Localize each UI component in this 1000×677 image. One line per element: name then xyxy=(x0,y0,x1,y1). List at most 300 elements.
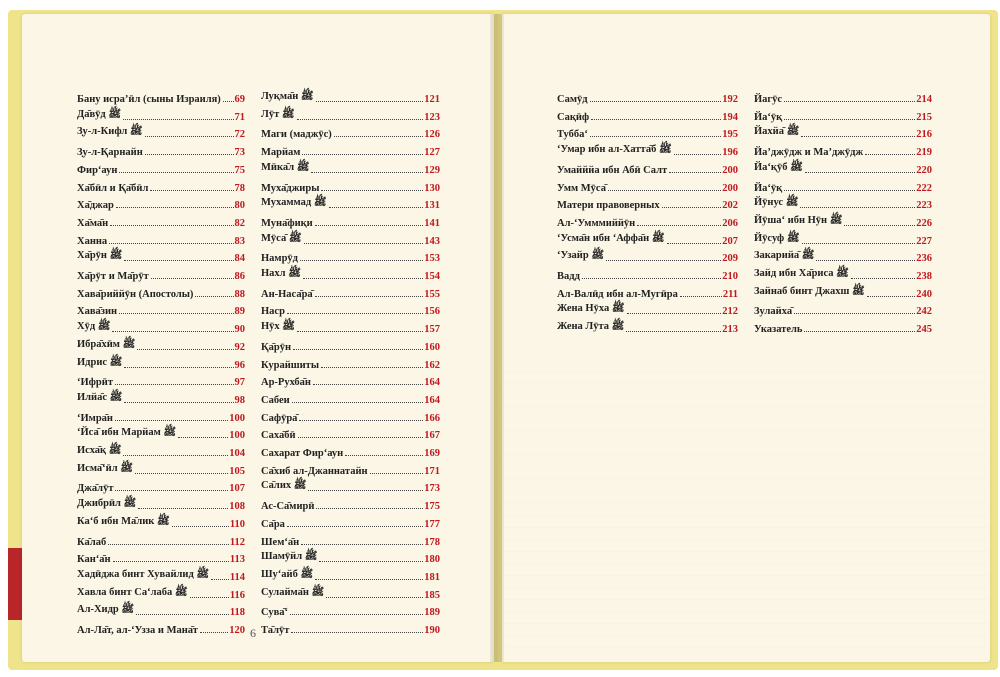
toc-entry xyxy=(77,162,245,176)
toc-entry-page: 200 xyxy=(722,164,738,176)
toc-entry-page: 178 xyxy=(424,536,440,548)
toc-entry-page: 73 xyxy=(234,147,245,159)
toc-entry-title: Ха̄рӯн ﷺ xyxy=(77,250,123,262)
toc-entry-title: Мӣка̄л ﷺ xyxy=(261,161,310,173)
toc-entry xyxy=(261,268,440,282)
dot-leader xyxy=(123,119,233,120)
toc-entry-page: 195 xyxy=(722,129,738,141)
toc-entry-page: 175 xyxy=(424,501,440,513)
toc-entry-title: Жена Нӯха ﷺ xyxy=(557,303,625,315)
toc-entry-title: Хава̄зин xyxy=(77,306,118,318)
toc-entry-page: 105 xyxy=(229,465,245,477)
dot-leader xyxy=(680,296,722,297)
toc-entry-page: 215 xyxy=(916,111,932,123)
toc-entry xyxy=(261,215,440,229)
toc-entry-title: ‘Усма̄н ибн ‘Аффа̄н ﷺ xyxy=(557,232,665,244)
toc-entry-title: ‘Имра̄н xyxy=(77,412,113,424)
toc-entry-title: Са̄ра xyxy=(261,518,285,530)
toc-entry-page: 110 xyxy=(229,518,245,530)
toc-entry xyxy=(261,126,440,140)
toc-entry xyxy=(261,569,440,583)
dot-leader xyxy=(151,278,234,279)
dot-leader xyxy=(844,225,915,226)
toc-entry xyxy=(77,126,245,140)
toc-entry xyxy=(77,622,245,636)
dot-leader xyxy=(298,437,424,438)
toc-entry xyxy=(754,144,932,158)
toc-entry-title: Хава̄риййӯн (Апостолы) xyxy=(77,288,194,300)
toc-entry-title: Йӯнус ﷺ xyxy=(754,197,799,209)
dot-leader xyxy=(851,278,915,279)
toc-entry xyxy=(261,392,440,406)
toc-entry xyxy=(77,480,245,494)
toc-entry xyxy=(261,109,440,123)
toc-entry-title: Муха̄джиры xyxy=(261,182,320,194)
dot-leader xyxy=(329,207,424,208)
toc-entry-title: Кан‘а̄н xyxy=(77,554,111,566)
toc-entry-title: Йагӯс xyxy=(754,94,783,105)
toc-entry xyxy=(261,180,440,194)
toc-entry-title: Наср xyxy=(261,306,285,318)
toc-entry xyxy=(557,144,738,158)
toc-entry-title: ‘Узайр ﷺ xyxy=(557,250,605,262)
toc-entry xyxy=(261,303,440,317)
dot-leader xyxy=(802,243,916,244)
toc-entry xyxy=(557,180,738,194)
toc-entry-page: 107 xyxy=(229,483,245,495)
toc-entry-page: 114 xyxy=(229,571,245,583)
toc-entry-page: 100 xyxy=(229,412,245,424)
toc-entry xyxy=(261,551,440,565)
toc-entry xyxy=(754,162,932,176)
toc-entry-title: Джибрӣл ﷺ xyxy=(77,498,137,510)
toc-entry-title: Тубба‘ xyxy=(557,129,588,141)
toc-entry-page: 166 xyxy=(424,412,440,424)
toc-entry xyxy=(77,516,245,530)
toc-entry-page: 82 xyxy=(234,217,245,229)
toc-entry xyxy=(261,427,440,441)
toc-entry-page: 160 xyxy=(424,341,440,353)
toc-entry-page: 181 xyxy=(424,571,440,583)
toc-entry-title: Сафӯра̄ xyxy=(261,412,298,424)
dot-leader xyxy=(287,313,423,314)
toc-entry-title: Йа‘ӯқ xyxy=(754,111,783,123)
toc-entry-page: 238 xyxy=(916,271,932,282)
toc-entry-title: Сабеи xyxy=(261,394,290,406)
toc-entry-title: Да̄вӯд ﷺ xyxy=(77,108,122,120)
toc-entry xyxy=(77,374,245,388)
toc-entry xyxy=(261,233,440,247)
toc-entry xyxy=(557,162,738,176)
dot-leader xyxy=(112,331,233,332)
toc-entry-page: 69 xyxy=(234,94,245,105)
toc-entry xyxy=(77,286,245,300)
dot-leader xyxy=(816,260,915,261)
toc-entry-title: Умм Мӯса̄ xyxy=(557,182,606,194)
toc-entry-title: Намрӯд xyxy=(261,253,298,265)
dot-leader xyxy=(626,331,721,332)
toc-entry-title: Бану исра’ӣл (сыны Израиля) xyxy=(77,94,221,105)
toc-entry-page: 222 xyxy=(916,182,932,194)
toc-entry-title: Ан-Наса̄ра̄ xyxy=(261,288,313,300)
dot-leader xyxy=(115,490,228,491)
toc-entry-page: 180 xyxy=(424,554,440,566)
toc-entry xyxy=(77,427,245,441)
toc-entry-title: Ха̄бӣл и Қа̄бӣл xyxy=(77,182,149,194)
toc-entry xyxy=(261,321,440,335)
toc-entry-title: З̣у-л-Қарнайн xyxy=(77,147,143,159)
toc-entry-title: Саха̄бӣ xyxy=(261,430,296,442)
dot-leader xyxy=(124,402,233,403)
toc-entry-page: 216 xyxy=(916,129,932,141)
dot-leader xyxy=(109,243,233,244)
dot-leader xyxy=(308,490,423,491)
toc-entry-title: Ар-Рухба̄н xyxy=(261,377,311,389)
toc-entry-title: Исма̄‘ӣл ﷺ xyxy=(77,462,133,474)
toc-entry-title: Ка̄лаб xyxy=(77,536,107,548)
toc-entry xyxy=(754,91,932,105)
dot-leader xyxy=(304,243,424,244)
dot-leader xyxy=(299,420,423,421)
toc-entry-title: Шем‘а̄н xyxy=(261,536,300,548)
dot-leader xyxy=(804,331,915,332)
toc-entry-page: 171 xyxy=(424,465,440,477)
dot-leader xyxy=(145,136,234,137)
toc-entry-title: З̣у-л-Кифл ﷺ xyxy=(77,126,143,138)
dot-leader xyxy=(115,420,228,421)
dot-leader xyxy=(293,349,423,350)
toc-entry-page: 164 xyxy=(424,394,440,406)
toc-entry-page: 143 xyxy=(424,235,440,247)
toc-entry-title: Сақӣф xyxy=(557,111,590,123)
toc-entry-page: 192 xyxy=(722,94,738,105)
toc-entry xyxy=(754,250,932,264)
toc-entry xyxy=(77,215,245,229)
dot-leader xyxy=(291,632,423,633)
toc-entry-page: 157 xyxy=(424,324,440,336)
toc-entry-title: Матери правоверных xyxy=(557,200,660,212)
dot-leader xyxy=(115,384,234,385)
toc-entry-title: Мухаммад ﷺ xyxy=(261,197,327,209)
toc-entry-title: Ха̄рӯт и Ма̄рӯт xyxy=(77,271,149,282)
dot-leader xyxy=(865,154,915,155)
dot-leader xyxy=(123,455,228,456)
dot-leader xyxy=(370,473,424,474)
toc-entry-page: 173 xyxy=(424,483,440,495)
dot-leader xyxy=(292,402,424,403)
dot-leader xyxy=(662,207,722,208)
toc-entry-page: 219 xyxy=(916,147,932,159)
dot-leader xyxy=(200,632,228,633)
dot-leader xyxy=(297,331,423,332)
toc-entry xyxy=(261,480,440,494)
toc-entry-title: Идрис ﷺ xyxy=(77,356,123,368)
toc-entry xyxy=(77,268,245,282)
toc-entry-title: Умайййа ибн Абӣ Салт xyxy=(557,164,668,176)
toc-entry-title: Муна̄фиқи xyxy=(261,217,313,229)
dot-leader xyxy=(113,561,229,562)
toc-entry xyxy=(77,392,245,406)
toc-entry-page: 112 xyxy=(229,536,245,548)
dot-leader xyxy=(145,154,234,155)
toc-entry-title: Марйам xyxy=(261,147,301,159)
toc-entry-page: 190 xyxy=(424,625,440,636)
toc-entry xyxy=(261,339,440,353)
toc-entry-title: Йӯсуф ﷺ xyxy=(754,232,800,244)
toc-entry-title: Ал-Ла̄т, ал-‘Узза и Мана̄т xyxy=(77,625,198,636)
toc-entry-page: 236 xyxy=(916,253,932,265)
toc-entry xyxy=(261,516,440,530)
toc-entry-page: 116 xyxy=(229,589,245,601)
toc-entry-title: Ас-Са̄мирӣ xyxy=(261,501,315,513)
toc-entry-page: 113 xyxy=(229,554,245,566)
toc-entry-title: Ал-Хидр ﷺ xyxy=(77,604,135,616)
toc-entry-page: 71 xyxy=(234,111,245,123)
toc-entry xyxy=(77,233,245,247)
toc-entry-page: 100 xyxy=(229,430,245,442)
toc-entry-page: 89 xyxy=(234,306,245,318)
toc-entry-page: 162 xyxy=(424,359,440,371)
toc-entry-page: 213 xyxy=(722,324,738,336)
toc-entry-page: 240 xyxy=(916,288,932,300)
dot-leader xyxy=(119,172,233,173)
toc-entry xyxy=(557,233,738,247)
dot-leader xyxy=(801,136,915,137)
toc-entry xyxy=(557,250,738,264)
toc-entry-page: 156 xyxy=(424,306,440,318)
toc-entry xyxy=(77,587,245,601)
toc-entry xyxy=(261,374,440,388)
toc-entry-title: Мӯса̄ ﷺ xyxy=(261,232,302,244)
dot-leader xyxy=(334,136,423,137)
toc-entry xyxy=(557,109,738,123)
toc-entry-page: 120 xyxy=(229,625,245,636)
toc-entry xyxy=(754,126,932,140)
dot-leader xyxy=(784,119,915,120)
dot-leader xyxy=(805,172,915,173)
dot-leader xyxy=(669,172,721,173)
toc-entry xyxy=(77,303,245,317)
toc-entry-title: Са̄лих ﷺ xyxy=(261,480,307,492)
toc-entry-title: Ха̄джар xyxy=(77,200,114,212)
toc-entry-page: 118 xyxy=(229,607,245,619)
toc-entry xyxy=(261,498,440,512)
toc-entry-page: 127 xyxy=(424,147,440,159)
dot-leader xyxy=(297,119,424,120)
toc-entry-title: Маги (маджӯс) xyxy=(261,129,332,141)
toc-entry-page: 72 xyxy=(234,129,245,141)
toc-entry xyxy=(754,215,932,229)
dot-leader xyxy=(637,225,721,226)
toc-entry-page: 210 xyxy=(722,271,738,282)
toc-entry-page: 154 xyxy=(424,271,440,282)
toc-entry xyxy=(77,410,245,424)
toc-entry-page: 212 xyxy=(722,306,738,318)
toc-entry xyxy=(754,268,932,282)
toc-entry-title: Вадд xyxy=(557,271,580,282)
toc-entry xyxy=(261,286,440,300)
dot-leader xyxy=(135,473,228,474)
dot-leader xyxy=(303,278,423,279)
dot-leader xyxy=(315,579,423,580)
toc-entry-title: Зулайха̄ xyxy=(754,306,793,318)
toc-entry xyxy=(261,463,440,477)
dot-leader xyxy=(591,119,721,120)
toc-entry xyxy=(557,215,738,229)
toc-entry xyxy=(77,197,245,211)
dot-leader xyxy=(195,296,233,297)
toc-entry xyxy=(261,622,440,636)
toc-entry-page: 155 xyxy=(424,288,440,300)
toc-entry-page: 226 xyxy=(916,217,932,229)
toc-entry-page: 92 xyxy=(234,341,245,353)
toc-entry-title: Илйа̄с ﷺ xyxy=(77,391,123,403)
toc-entry-page: 202 xyxy=(722,200,738,212)
toc-entry-page: 245 xyxy=(916,324,932,336)
toc-entry xyxy=(557,286,738,300)
toc-entry-page: 209 xyxy=(722,253,738,265)
dot-leader xyxy=(316,508,423,509)
toc-entry xyxy=(261,357,440,371)
dot-leader xyxy=(606,260,721,261)
toc-entry-page: 211 xyxy=(722,288,738,300)
dot-leader xyxy=(627,313,722,314)
dot-leader xyxy=(301,544,423,545)
toc-entry-title: Сува̄‘ xyxy=(261,607,288,619)
toc-entry-title: Жена Лӯта ﷺ xyxy=(557,321,625,333)
toc-entry-title: Зайд ибн Ха̄риса ﷺ xyxy=(754,268,849,279)
toc-entry-page: 242 xyxy=(916,306,932,318)
toc-entry-title: Луқма̄н ﷺ xyxy=(261,91,314,102)
toc-entry-title: Йахйа̄ ﷺ xyxy=(754,126,800,138)
toc-entry-title: Сахарат Фир‘аун xyxy=(261,448,344,459)
dot-leader xyxy=(316,101,424,102)
toc-entry-page: 104 xyxy=(229,448,245,459)
dot-leader xyxy=(313,384,423,385)
dot-leader xyxy=(190,597,229,598)
toc-entry-page: 88 xyxy=(234,288,245,300)
toc-entry-title: Фир‘аун xyxy=(77,164,118,176)
toc-entry xyxy=(261,410,440,424)
toc-entry-page: 131 xyxy=(424,200,440,212)
dot-leader xyxy=(590,101,722,102)
toc-entry-page: 98 xyxy=(234,394,245,406)
toc-entry-title: Хӯд ﷺ xyxy=(77,321,111,333)
toc-entry-title: Исха̄қ ﷺ xyxy=(77,445,122,456)
toc-entry xyxy=(557,197,738,211)
toc-entry-page: 189 xyxy=(424,607,440,619)
toc-entry-page: 90 xyxy=(234,324,245,336)
toc-entry-page: 121 xyxy=(424,94,440,105)
toc-entry xyxy=(77,180,245,194)
dot-leader xyxy=(223,101,234,102)
dot-leader xyxy=(110,225,233,226)
toc-entry-title: ‘Умар ибн ал-Хатта̄б ﷺ xyxy=(557,144,672,156)
toc-entry xyxy=(261,534,440,548)
toc-entry-page: 200 xyxy=(722,182,738,194)
toc-entry-title: Закарийа̄ ﷺ xyxy=(754,250,815,262)
toc-entry-page: 83 xyxy=(234,235,245,247)
dot-leader xyxy=(311,172,423,173)
dot-leader xyxy=(319,561,423,562)
dot-leader xyxy=(300,260,423,261)
toc-entry-page: 167 xyxy=(424,430,440,442)
toc-entry-title: Нахл ﷺ xyxy=(261,268,301,279)
toc-entry-title: ‘Ифрӣт xyxy=(77,377,113,389)
dot-leader xyxy=(784,101,915,102)
toc-entry xyxy=(754,197,932,211)
toc-entry-title: Ал-Валӣд ибн ал-Мугӣра xyxy=(557,288,678,300)
toc-entry-title: Қа̄рӯн xyxy=(261,341,292,353)
toc-entry xyxy=(261,250,440,264)
toc-entry-title: Ха̄ма̄н xyxy=(77,217,109,229)
toc-entry xyxy=(261,91,440,105)
toc-entry-title: Шу‘айб ﷺ xyxy=(261,568,314,580)
page-number: 6 xyxy=(250,626,256,640)
toc-entry-title: Лӯт ﷺ xyxy=(261,108,295,120)
dot-leader xyxy=(794,313,915,314)
bookmark-ribbon xyxy=(8,548,22,620)
toc-entry-page: 194 xyxy=(722,111,738,123)
toc-entry xyxy=(261,162,440,176)
toc-entry-title: Ал-‘Умммиййӯн xyxy=(557,217,636,229)
toc-entry-title: Йӯша‘ ибн Нӯн ﷺ xyxy=(754,214,843,226)
dot-leader xyxy=(315,296,424,297)
dot-leader xyxy=(108,544,229,545)
toc-entry-title: Та̄лӯт xyxy=(261,625,290,636)
dot-leader xyxy=(287,526,423,527)
dot-leader xyxy=(138,508,228,509)
toc-entry xyxy=(261,144,440,158)
toc-entry xyxy=(557,321,738,335)
toc-entry-page: 220 xyxy=(916,164,932,176)
toc-entry xyxy=(77,534,245,548)
toc-entry-page: 75 xyxy=(234,164,245,176)
toc-entry xyxy=(754,109,932,123)
toc-entry-title: Курайшиты xyxy=(261,359,320,371)
toc-entry-title: Ибра̄хӣм ﷺ xyxy=(77,338,136,350)
page-gloss xyxy=(502,360,990,660)
dot-leader xyxy=(178,437,228,438)
dot-leader xyxy=(119,313,233,314)
toc-entry xyxy=(557,126,738,140)
toc-entry xyxy=(77,463,245,477)
toc-entry xyxy=(77,321,245,335)
toc-entry-title: Хавла бинт Са‘лаба ﷺ xyxy=(77,586,188,598)
dot-leader xyxy=(172,526,229,527)
toc-entry-page: 223 xyxy=(916,200,932,212)
dot-leader xyxy=(137,349,233,350)
toc-entry-title: ‘Йса̄ ибн Марйам ﷺ xyxy=(77,427,177,439)
toc-entry-title: Шамӯйл ﷺ xyxy=(261,551,318,563)
toc-entry-page: 207 xyxy=(722,235,738,247)
toc-entry xyxy=(557,303,738,317)
toc-entry-title: Йа‘қӯб ﷺ xyxy=(754,161,803,173)
toc-entry-page: 169 xyxy=(424,448,440,459)
toc-entry-page: 206 xyxy=(722,217,738,229)
toc-entry-page: 96 xyxy=(234,359,245,371)
toc-entry-page: 108 xyxy=(229,501,245,513)
toc-entry-title: Йа’джӯдж и Ма’джӯдж xyxy=(754,147,864,159)
toc-entry xyxy=(77,445,245,459)
toc-entry-page: 164 xyxy=(424,377,440,389)
dot-leader xyxy=(116,207,234,208)
dot-leader xyxy=(150,190,233,191)
dot-leader xyxy=(321,367,423,368)
toc-entry-page: 123 xyxy=(424,111,440,123)
toc-entry xyxy=(261,197,440,211)
toc-entry-page: 185 xyxy=(424,589,440,601)
